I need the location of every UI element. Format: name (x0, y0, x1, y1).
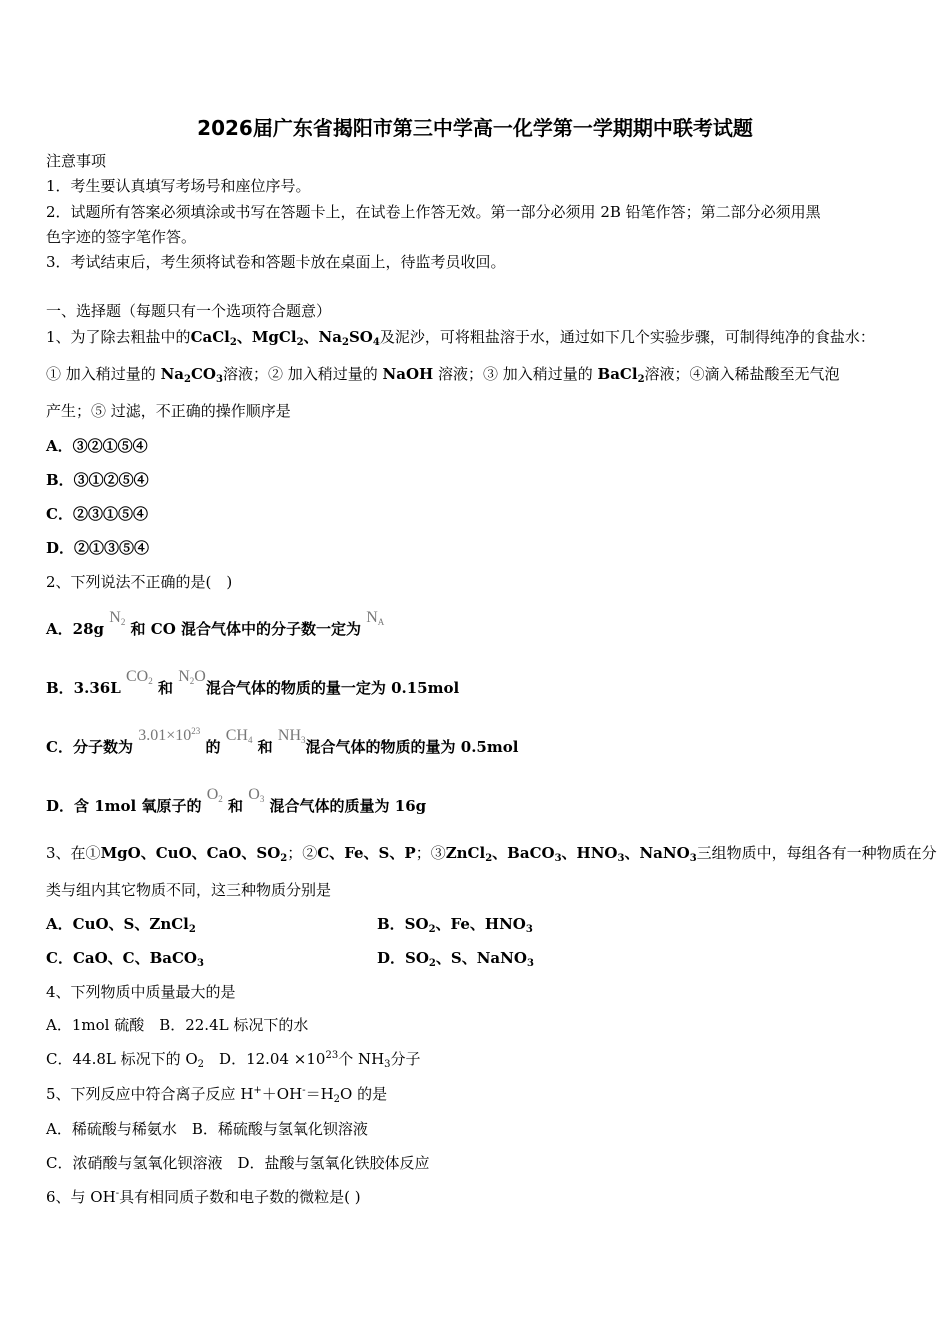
question-3-stem: 3、在①MgO、CuO、CaO、$SO_2$；②C、Fe、S、P；③ZnCl$_2$、BaCO$_3$、$HNO_3$、NaNO$_3$三组物质中，每组各有一种物质在分 (46, 844, 937, 864)
question-2-option-d: D．含 1mol 氧原子的 $O_2$ 和 $O_3$ 混合气体的质量为 16g (46, 786, 427, 815)
question-5-options-cd: C．浓硝酸与氢氧化钡溶液 D．盐酸与氢氧化铁胶体反应 (46, 1154, 430, 1172)
question-1-option-c: C．②③①⑤④ (46, 505, 148, 523)
question-1-option-a: A．③②①⑤④ (46, 437, 148, 455)
question-2-option-c: C．分子数为 $3.01\times 10^{23}$ 的 $CH_4$ 和 $NH_3$混合气体的物质的量为 0.5mol (46, 726, 519, 756)
question-1-option-b: B．③①②⑤④ (46, 471, 149, 489)
question-1-option-d: D．②①③⑤④ (46, 539, 150, 557)
question-1-stem: 1、为了除去粗盐中的CaCl$_2$、MgCl$_2$、$Na_2SO_4$及泥沙，可将粗盐溶于水，通过如下几个实验步骤，可制得纯净的食盐水： (46, 328, 875, 348)
question-4-stem: 4、下列物质中质量最大的是 (46, 983, 236, 1001)
page-title: 2026届广东省揭阳市第三中学高一化学第一学期期中联考试题 (197, 116, 753, 140)
question-6-stem: 6、与 OH-具有相同质子数和电子数的微粒是( ) (46, 1188, 361, 1206)
question-4-options-cd: C．44.8L 标况下的 $O_2$ D．$12.04 \times 10^{23}$个 $NH_3$分子 (46, 1050, 421, 1070)
section-heading: 一、选择题（每题只有一个选项符合题意） (46, 302, 332, 320)
question-3-option-d: D．$SO_2$、S、NaNO$_3$ (377, 949, 534, 969)
question-1-steps-cont: 产生；⑤ 过滤，不正确的操作顺序是 (46, 402, 291, 420)
notice-heading: 注意事项 (46, 152, 107, 170)
question-1-steps: ① 加入稍过量的 $Na_2CO_3$溶液；② 加入稍过量的 NaOH 溶液；③ 加入稍过量的 BaCl$_2$溶液；④滴入稀盐酸至无气泡 (46, 365, 840, 385)
question-3-option-c: C．CaO、C、BaCO$_3$ (46, 949, 204, 969)
question-5-options-ab: A．稀硫酸与稀氨水 B．稀硫酸与氢氧化钡溶液 (46, 1120, 368, 1138)
notice-item-1: 1．考生要认真填写考场号和座位序号。 (46, 177, 311, 195)
question-3-option-b: B．$SO_2$、Fe、$HNO_3$ (377, 915, 533, 935)
question-2-option-a: A．28g $N_2$ 和 CO 混合气体中的分子数一定为 $N_A$ (46, 609, 385, 638)
notice-item-3: 3．考试结束后，考生须将试卷和答题卡放在桌面上，待监考员收回。 (46, 253, 506, 271)
question-4-options-ab: A．1mol 硫酸 B．22.4L 标况下的水 (46, 1016, 309, 1034)
question-5-stem: 5、下列反应中符合离子反应 $H^++OH^-=H_2O$ 的是 (46, 1085, 388, 1105)
notice-item-2: 2．试题所有答案必须填涂或书写在答题卡上，在试卷上作答无效。第一部分必须用 2B 铅笔作答；第二部分必须用黑 (46, 203, 821, 221)
question-3-stem-cont: 类与组内其它物质不同，这三种物质分别是 (46, 881, 332, 899)
question-2-option-b: B．3.36L $CO_2$ 和 $N_2O$混合气体的物质的量一定为 0.15mol (46, 668, 460, 697)
question-3-option-a: A．CuO、S、ZnCl$_2$ (46, 915, 196, 935)
notice-item-2-cont: 色字迹的签字笔作答。 (46, 228, 197, 246)
question-2-stem: 2、下列说法不正确的是( ) (46, 573, 233, 591)
